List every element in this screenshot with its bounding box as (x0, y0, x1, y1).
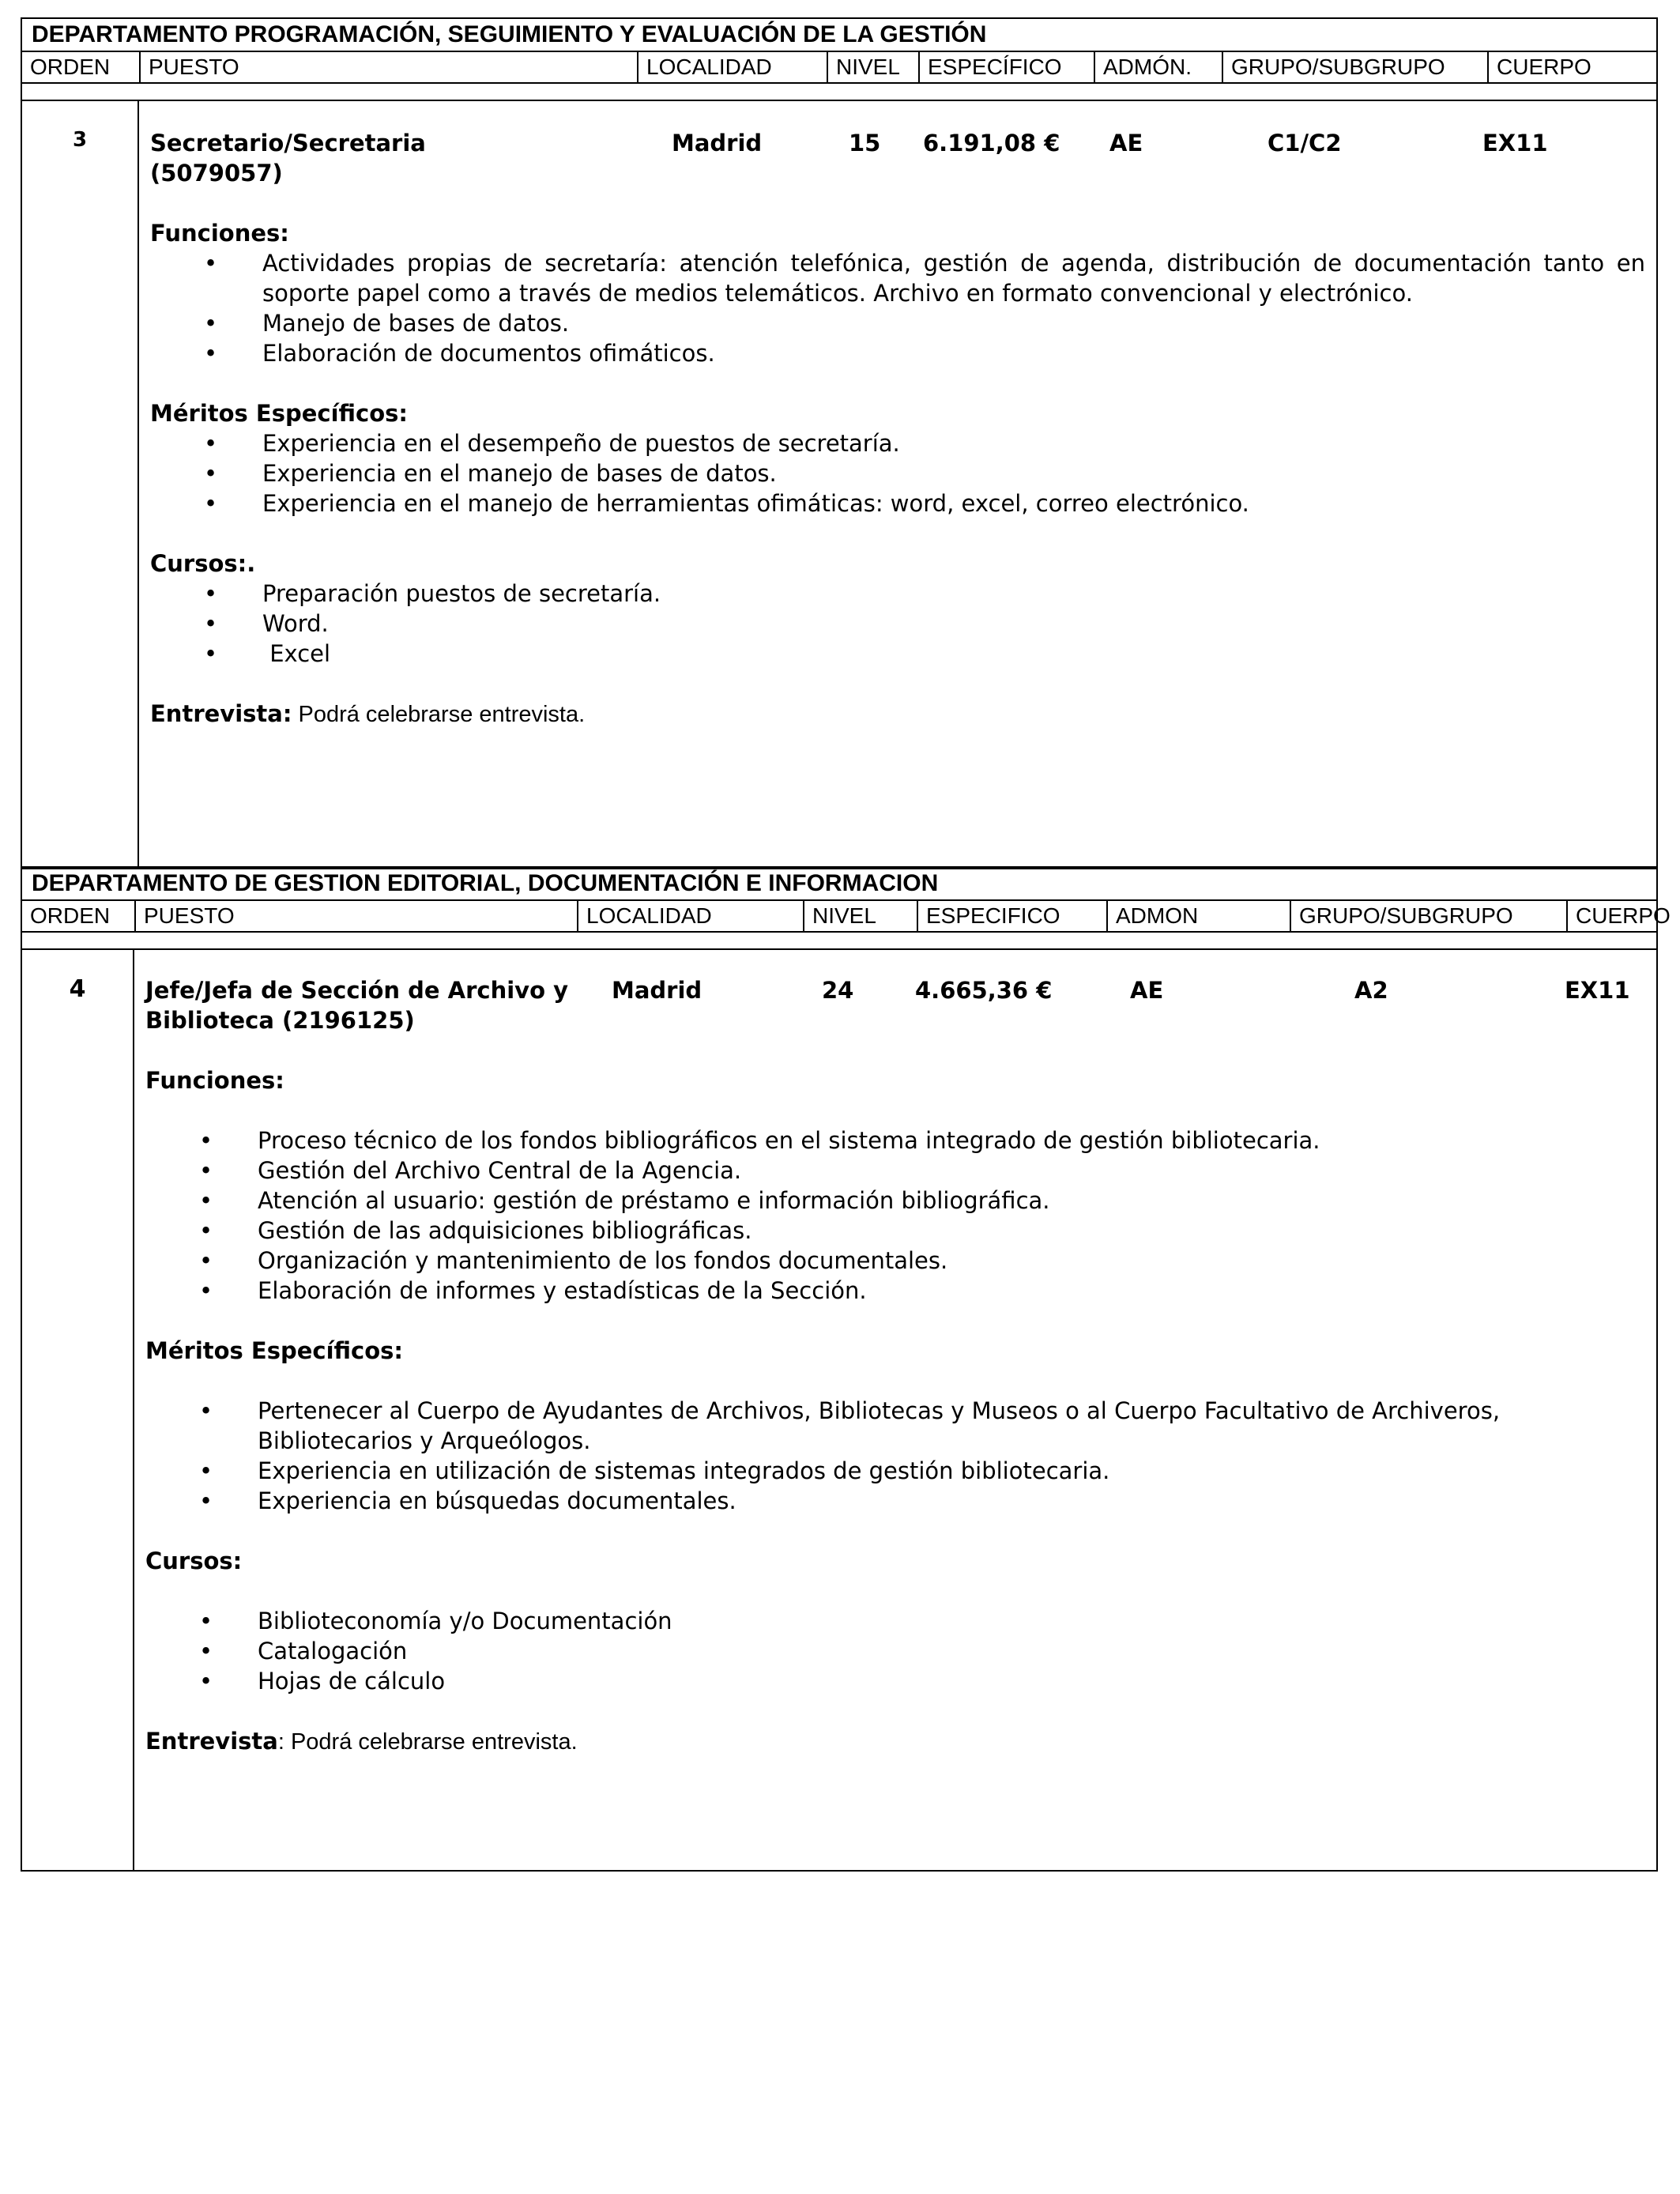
header-admon: ADMÓN. (1094, 52, 1222, 82)
list-item: • Elaboración de documentos ofimáticos. (150, 338, 1645, 368)
list-item: • Experiencia en el desempeño de puestos de secretaría. (150, 428, 1645, 458)
orden-value: 3 (72, 128, 88, 152)
list-item: • Word. (150, 609, 1645, 639)
funciones-title: Funciones: (145, 1067, 284, 1094)
list-item: • Experiencia en el manejo de herramientas ofimáticas: word, excel, correo electrónico. (150, 488, 1645, 518)
meritos-list (150, 428, 1645, 518)
section-programacion (21, 17, 1658, 869)
header-gap (22, 933, 1656, 950)
header-orden: ORDEN (30, 55, 111, 79)
column-divider (137, 100, 139, 868)
cuerpo-value: EX11 (1482, 130, 1548, 156)
list-item: • Organización y mantenimiento de los fondos documentales. (145, 1246, 1645, 1276)
list-item: • Gestión del Archivo Central de la Agencia. (145, 1155, 1645, 1186)
admon-value: AE (1130, 977, 1164, 1004)
nivel-value: 15 (849, 130, 881, 156)
admon-value: AE (1109, 130, 1143, 156)
header-localidad: LOCALIDAD (637, 52, 827, 82)
meritos-title: Méritos Específicos: (145, 1337, 404, 1364)
header-cuerpo: CUERPO (1487, 52, 1656, 82)
meritos-list (145, 1396, 1645, 1516)
spacer (145, 1366, 1645, 1396)
job-content (145, 975, 1645, 1757)
cursos-list (145, 1606, 1645, 1696)
column-divider (133, 948, 134, 1870)
list-item: • Actividades propias de secretaría: atención telefónica, gestión de agenda, distribución de documentación tanto en soporte papel como a través de medios telemáticos. Archivo en formato convencional y electrónico. (150, 248, 1645, 308)
header-orden: ORDEN (30, 903, 111, 928)
list-item: • Preparación puestos de secretaría. (150, 579, 1645, 609)
header-puesto: PUESTO (139, 52, 637, 82)
job-content (150, 128, 1645, 729)
header-admon: ADMON (1106, 901, 1290, 931)
list-item: • Experiencia en búsquedas documentales. (145, 1486, 1645, 1516)
header-grupo: GRUPO/SUBGRUPO (1222, 52, 1487, 82)
funciones-title: Funciones: (150, 220, 289, 247)
nivel-value: 24 (822, 977, 854, 1004)
meritos-title: Méritos Específicos: (150, 400, 409, 427)
localidad-value: Madrid (612, 977, 703, 1004)
list-item: • Experiencia en el manejo de bases de datos. (150, 458, 1645, 488)
list-item: • Atención al usuario: gestión de préstamo e información bibliográfica. (145, 1186, 1645, 1216)
list-item: • Catalogación (145, 1636, 1645, 1666)
column-header-row (22, 52, 1656, 84)
spacer (145, 1576, 1645, 1606)
department-title: DEPARTAMENTO DE GESTION EDITORIAL, DOCUMENTACIÓN E INFORMACION (22, 868, 1656, 901)
header-puesto: PUESTO (134, 901, 577, 931)
list-item: • Excel (150, 639, 1645, 669)
job-body (22, 100, 1656, 868)
list-item: • Proceso técnico de los fondos bibliográficos en el sistema integrado de gestión bibliotecaria. (145, 1125, 1645, 1155)
header-nivel: NIVEL (803, 901, 917, 931)
orden-value: 4 (69, 975, 86, 1003)
header-grupo: GRUPO/SUBGRUPO (1290, 901, 1566, 931)
cuerpo-value: EX11 (1565, 977, 1630, 1004)
funciones-list (145, 1125, 1645, 1306)
puesto-value: Jefe/Jefa de Sección de Archivo y Biblioteca (2196125) (145, 977, 569, 1034)
job-body (22, 948, 1656, 1870)
cursos-title: Cursos:. (150, 550, 256, 577)
header-cuerpo: CUERPO (1566, 901, 1656, 931)
entrevista (150, 699, 1645, 729)
list-item: • Pertenecer al Cuerpo de Ayudantes de Archivos, Bibliotecas y Museos o al Cuerpo Facultativo de Archiveros, Bibliotecarios y Arqueólogos. (145, 1396, 1645, 1456)
list-item: • Manejo de bases de datos. (150, 308, 1645, 338)
spacer (145, 1095, 1645, 1125)
department-title: DEPARTAMENTO PROGRAMACIÓN, SEGUIMIENTO Y EVALUACIÓN DE LA GESTIÓN (22, 19, 1656, 52)
especifico-value: 6.191,08 € (923, 130, 1060, 156)
funciones-list (150, 248, 1645, 368)
column-header-row (22, 901, 1671, 933)
list-item: • Elaboración de informes y estadísticas de la Sección. (145, 1276, 1645, 1306)
header-gap (22, 84, 1656, 101)
list-item: • Hojas de cálculo (145, 1666, 1645, 1696)
list-item: • Gestión de las adquisiciones bibliográficas. (145, 1216, 1645, 1246)
entrevista (145, 1726, 1645, 1757)
header-especifico: ESPECIFICO (917, 901, 1106, 931)
cursos-title: Cursos: (145, 1547, 243, 1574)
puesto-value: Secretario/Secretaria (5079057) (150, 130, 426, 187)
entrevista-text: Podrá celebrarse entrevista. (292, 702, 586, 727)
entrevista-label: Entrevista: (150, 700, 292, 727)
header-especifico: ESPECÍFICO (918, 52, 1094, 82)
list-item: • Experiencia en utilización de sistemas integrados de gestión bibliotecaria. (145, 1456, 1645, 1486)
list-item: • Biblioteconomía y/o Documentación (145, 1606, 1645, 1636)
grupo-value: A2 (1354, 977, 1388, 1004)
especifico-value: 4.665,36 € (915, 977, 1053, 1004)
entrevista-text: : Podrá celebrarse entrevista. (277, 1729, 578, 1755)
job-summary-row (145, 975, 1645, 1035)
cursos-list (150, 579, 1645, 669)
grupo-value: C1/C2 (1268, 130, 1342, 156)
localidad-value: Madrid (672, 130, 763, 156)
header-localidad: LOCALIDAD (577, 901, 803, 931)
section-gestion-editorial (21, 866, 1671, 1872)
entrevista-label: Entrevista (145, 1728, 278, 1755)
job-summary-row (150, 128, 1645, 188)
header-nivel: NIVEL (827, 52, 918, 82)
